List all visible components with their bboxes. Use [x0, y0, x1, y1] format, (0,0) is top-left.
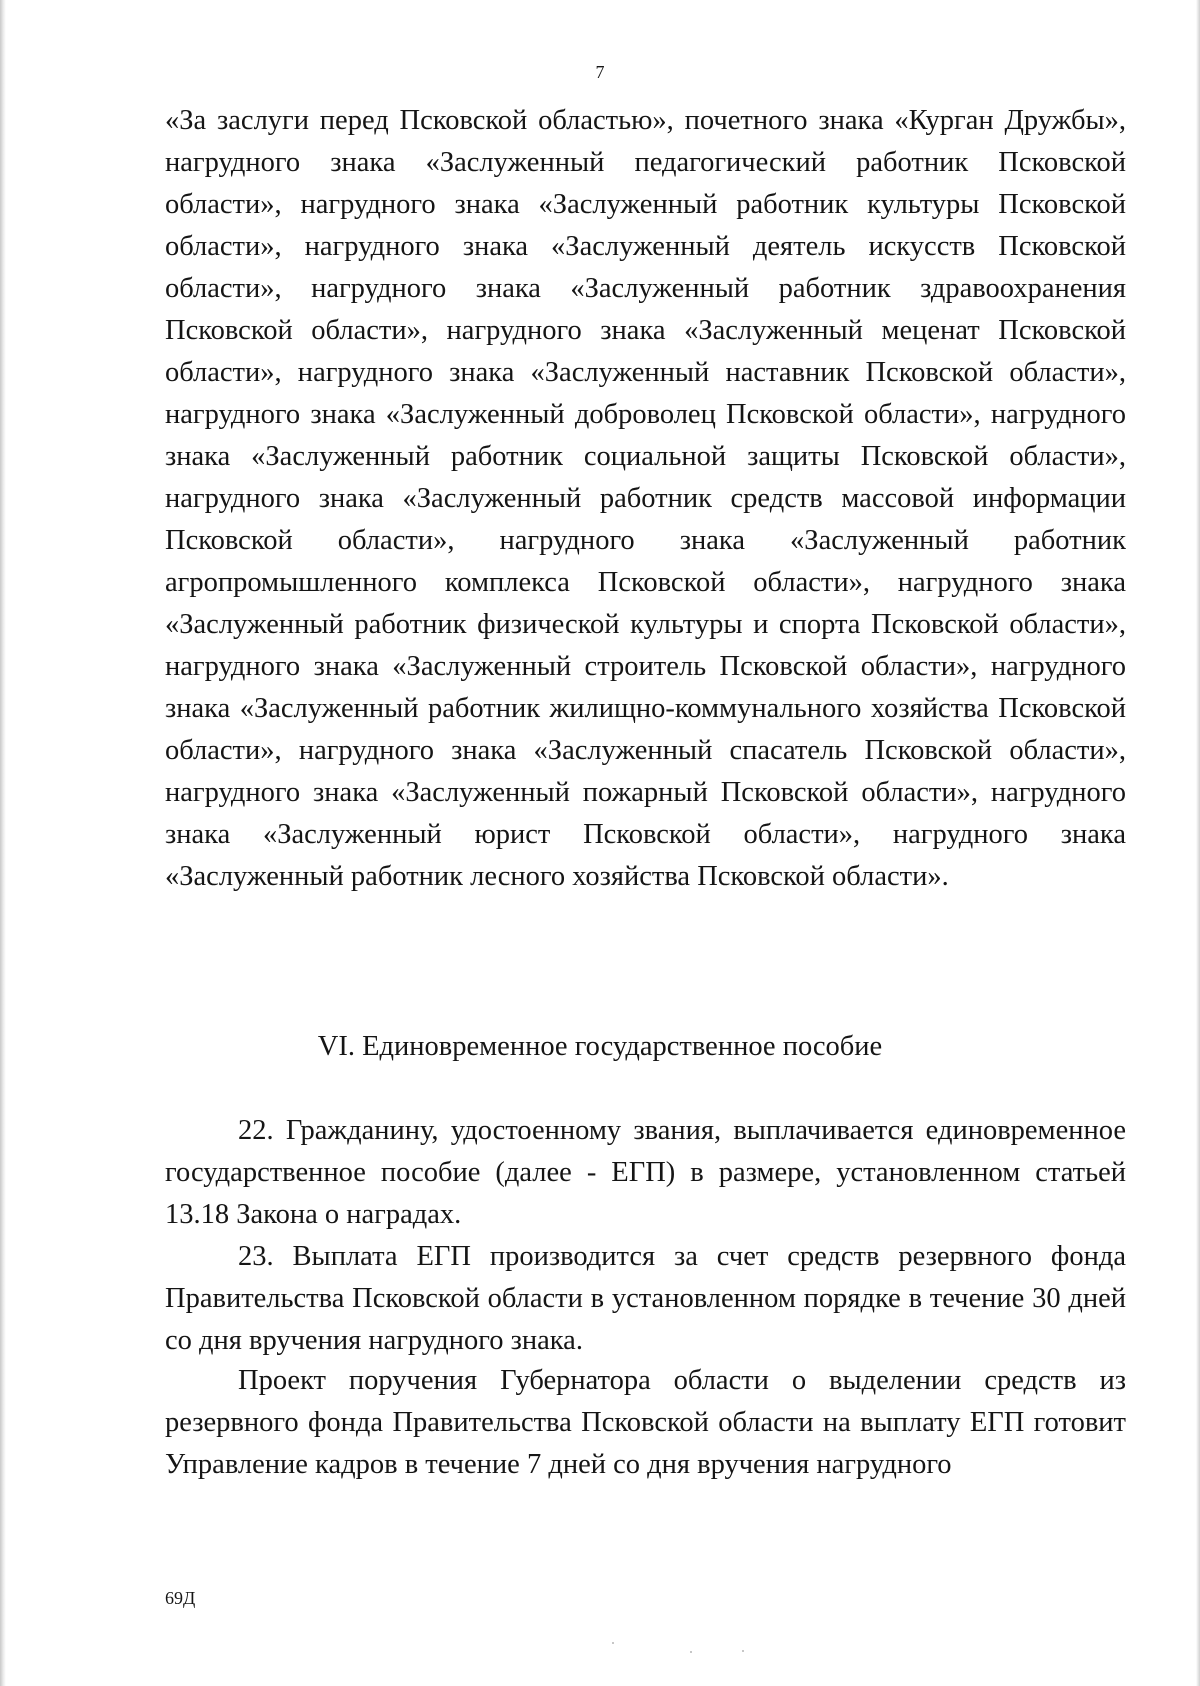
scan-edge-left — [0, 0, 6, 1686]
scan-speck — [690, 1651, 692, 1653]
page-number: 7 — [595, 62, 605, 82]
scan-speck — [612, 1642, 614, 1644]
paragraph-22-text: 22. Гражданину, удостоенному звания, выплачивается единовременное государственное пособие (далее - ЕГП) в размере, установленном статьей 13.18 Закона о наградах. — [165, 1115, 1126, 1230]
scan-edge-right — [1196, 0, 1200, 1686]
paragraph-project — [165, 1360, 1126, 1486]
scan-speck — [742, 1650, 744, 1652]
footer-code: 69Д — [165, 1588, 196, 1608]
section-heading: VI. Единовременное государственное пособие — [317, 1031, 883, 1062]
paragraph-23 — [165, 1236, 1126, 1362]
paragraph-22 — [165, 1110, 1126, 1236]
continued-list-text: «За заслуги перед Псковской областью», почетного знака «Курган Дружбы», нагрудного знака «Заслуженный педагогический работник Псковской области», нагрудного знака «Заслуженный работник культуры Псковской области», нагрудного знака «Заслуженный деятель искусств Псковской области», нагрудного знака «Заслуженный работник здравоохранения Псковской области», нагрудного знака «Заслуженный меценат Псковской области», нагрудного знака «Заслуженный наставник Псковской области», нагрудного знака «Заслуженный доброволец Псковской области», нагрудного знака «Заслуженный работник социальной защиты Псковской области», нагрудного знака «Заслуженный работник средств массовой информации Псковской области», нагрудного знака «Заслуженный работник агропромышленного комплекса Псковской области», нагрудного знака «Заслуженный работник физической культуры и спорта Псковской области», нагрудного знака «Заслуженный строитель Псковской области», нагрудного знака «Заслуженный работник жилищно-коммунального хозяйства Псковской области», нагрудного знака «Заслуженный спасатель Псковской области», нагрудного знака «Заслуженный пожарный Псковской области», нагрудного знака «Заслуженный юрист Псковской области», нагрудного знака «Заслуженный работник лесного хозяйства Псковской области». — [165, 105, 1126, 892]
paragraph-23-text: 23. Выплата ЕГП производится за счет средств резервного фонда Правительства Псковской области в установленном порядке в течение 30 дней со дня вручения нагрудного знака. — [165, 1241, 1126, 1356]
paragraph-project-text: Проект поручения Губернатора области о выделении средств из резервного фонда Правительства Псковской области на выплату ЕГП готовит Управление кадров в течение 7 дней со дня вручения нагрудного — [165, 1365, 1126, 1480]
continued-list-paragraph — [165, 100, 1126, 898]
